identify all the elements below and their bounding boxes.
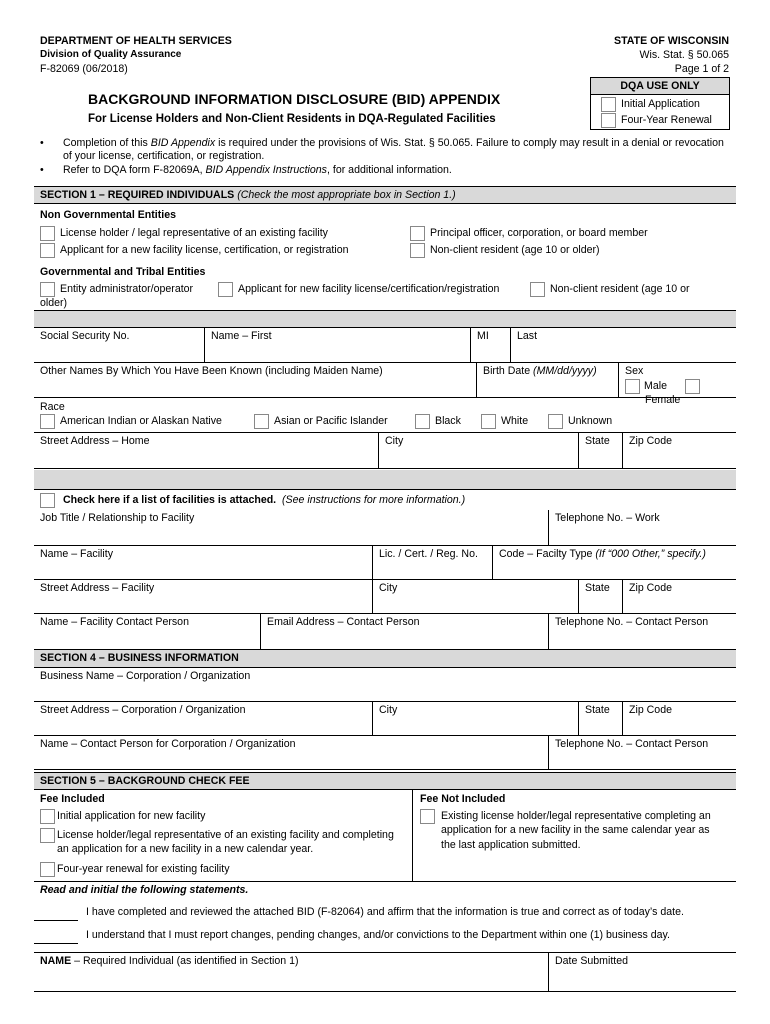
business-contact-name-field[interactable]: Name – Contact Person for Corporation / Organization [40,738,296,750]
black-checkbox[interactable] [415,414,430,429]
option-entity-admin[interactable]: Entity administrator/operator [40,282,193,297]
statement-1: I have completed and reviewed the attached BID (F-82064) and affirm that the information is true and correct as of today’s date. [86,906,684,918]
business-name-field[interactable]: Business Name – Corporation / Organization [40,670,251,682]
form-number: F-82069 (06/2018) [40,63,128,75]
instruction-bullets [40,137,730,178]
form-subtitle: For License Holders and Non-Client Residents in DQA-Regulated Facilities [88,113,496,125]
facility-zip-field[interactable]: Zip Code [622,580,736,613]
home-street-field[interactable]: Street Address – Home [40,435,150,447]
dqa-title: DQA USE ONLY [591,78,729,95]
birth-date-field[interactable]: Birth Date (MM/dd/yyyy) [476,363,618,397]
section-1-header: SECTION 1 – REQUIRED INDIVIDUALS (Check the most appropriate box in Section 1.) [34,186,736,204]
business-street-field[interactable]: Street Address – Corporation / Organization [40,704,246,716]
applicant-new-checkbox[interactable] [40,243,55,258]
fee-not-included-checkbox[interactable] [420,809,435,824]
work-phone-field[interactable]: Telephone No. – Work [548,510,736,545]
fee-not-included-option[interactable]: Existing license holder/legal representative completing an application for a new facility in the same calendar year as the last application submitted. [420,809,720,852]
race-label: Race [40,401,65,413]
fee-existing-option[interactable]: License holder/legal representative of an existing facility and completing an application for a new facility in a new calendar year. [40,828,400,857]
section-3-bar [34,470,736,490]
non-client-resident-checkbox[interactable] [410,243,425,258]
statements-heading: Read and initial the following statements. [40,884,249,896]
license-holder-checkbox[interactable] [40,226,55,241]
principal-officer-checkbox[interactable] [410,226,425,241]
fee-initial-option[interactable]: Initial application for new facility [40,809,205,824]
section-2-bar [34,310,736,328]
signature-row [34,952,736,992]
page-number: Page 1 of 2 [674,63,729,75]
home-address-row [34,432,736,469]
bullet-2: Refer to DQA form F-82069A, BID Appendix Instructions, for additional information. [63,164,452,177]
fee-not-included-heading: Fee Not Included [420,793,506,805]
unknown-checkbox[interactable] [548,414,563,429]
business-address-row [34,702,736,736]
facility-name-field[interactable]: Name – Facility [40,548,113,560]
bullet-icon: • [40,137,44,149]
home-zip-field[interactable]: Zip Code [622,433,736,468]
statute: Wis. Stat. § 50.065 [639,49,729,61]
option-non-client-resident[interactable]: Non-client resident (age 10 or older) [410,243,600,258]
job-row [34,510,736,546]
american-indian-checkbox[interactable] [40,414,55,429]
facility-contact-name-field[interactable]: Name – Facility Contact Person [40,616,189,628]
white-checkbox[interactable] [481,414,496,429]
form-title: BACKGROUND INFORMATION DISCLOSURE (BID) APPENDIX [88,91,501,107]
four-year-renewal-label: Four-Year Renewal [621,113,712,126]
state-name: STATE OF WISCONSIN [614,35,729,47]
fee-existing-checkbox[interactable] [40,828,55,843]
division-name: Division of Quality Assurance [40,49,182,60]
business-state-field[interactable]: State [578,702,622,735]
home-city-field[interactable]: City [378,433,578,468]
facility-list-checkbox[interactable] [40,493,55,508]
fee-renewal-option[interactable]: Four-year renewal for existing facility [40,862,230,877]
fee-block [34,790,736,882]
gov-non-client-checkbox[interactable] [530,282,545,297]
initial-application-label: Initial Application [621,97,700,110]
asian-checkbox[interactable] [254,414,269,429]
race-asian[interactable]: Asian or Pacific Islander [254,414,388,429]
race-american-indian[interactable]: American Indian or Alaskan Native [40,414,222,429]
sex-field: Sex Male Female [618,363,736,397]
four-year-renewal-checkbox[interactable] [601,113,616,128]
first-name-field[interactable]: Name – First [204,328,470,362]
statement-2: I understand that I must report changes, pending changes, and/or convictions to the Department within one (1) business day. [86,929,670,941]
ssn-field[interactable]: Social Security No. [40,330,130,342]
initial-line-2[interactable] [34,943,78,944]
option-license-holder[interactable]: License holder / legal representative of an existing facility [40,226,328,241]
home-state-field[interactable]: State [578,433,622,468]
facility-street-field[interactable]: Street Address – Facility [40,582,155,594]
department-name: DEPARTMENT OF HEALTH SERVICES [40,35,232,47]
entity-admin-checkbox[interactable] [40,282,55,297]
business-name-row [34,668,736,702]
male-checkbox[interactable] [625,379,640,394]
facility-list-attached[interactable]: Check here if a list of facilities is attached. (See instructions for more information.) [40,493,465,508]
facility-state-field[interactable]: State [578,580,622,613]
bullet-1: Completion of this BID Appendix is required under the provisions of Wis. Stat. § 50.065. Failure to comply may result in a denial or revocation of your license, certification, or registration. [63,137,724,163]
race-white[interactable]: White [481,414,528,429]
contact-email-field[interactable]: Email Address – Contact Person [260,614,548,649]
contact-phone-field[interactable]: Telephone No. – Contact Person [548,614,736,649]
option-gov-non-client-wrap: older) [40,297,68,309]
business-zip-field[interactable]: Zip Code [622,702,736,735]
business-city-field[interactable]: City [372,702,578,735]
option-gov-non-client[interactable]: Non-client resident (age 10 or [530,282,690,297]
middle-initial-field[interactable]: MI [470,328,510,362]
facility-contact-row [34,614,736,650]
bullet-icon: • [40,164,44,177]
race-black[interactable]: Black [415,414,461,429]
initial-application-checkbox[interactable] [601,97,616,112]
name-row [34,328,736,363]
other-names-field[interactable]: Other Names By Which You Have Been Known (including Maiden Name) [40,365,383,377]
facility-address-row [34,580,736,614]
option-gov-applicant[interactable]: Applicant for new facility license/certification/registration [218,282,499,297]
facility-city-field[interactable]: City [372,580,578,613]
license-number-field[interactable]: Lic. / Cert. / Reg. No. [372,546,492,579]
facility-type-code-field[interactable]: Code – Facilty Type (If “000 Other,” specify.) [492,546,736,579]
initial-line-1[interactable] [34,920,78,921]
fee-divider [412,790,413,881]
gov-applicant-checkbox[interactable] [218,282,233,297]
fee-included-heading: Fee Included [40,793,105,805]
job-title-field[interactable]: Job Title / Relationship to Facility [40,512,195,524]
required-individual-name-field[interactable]: NAME – Required Individual (as identified in Section 1) [40,955,299,967]
business-contact-row [34,736,736,770]
business-contact-phone-field[interactable]: Telephone No. – Contact Person [548,736,736,769]
last-name-field[interactable]: Last [510,328,736,362]
facility-name-row [34,546,736,580]
date-submitted-field[interactable]: Date Submitted [548,953,736,991]
section-5-header: SECTION 5 – BACKGROUND CHECK FEE [34,772,736,790]
female-checkbox[interactable] [685,379,700,394]
race-unknown[interactable]: Unknown [548,414,612,429]
governmental-heading: Governmental and Tribal Entities [40,266,206,278]
fee-initial-checkbox[interactable] [40,809,55,824]
dqa-use-only-box [590,77,730,130]
non-governmental-heading: Non Governmental Entities [40,209,176,221]
section-4-header: SECTION 4 – BUSINESS INFORMATION [34,650,736,668]
option-applicant-new[interactable]: Applicant for a new facility license, certification, or registration [40,243,349,258]
option-principal-officer[interactable]: Principal officer, corporation, or board member [410,226,648,241]
fee-renewal-checkbox[interactable] [40,862,55,877]
